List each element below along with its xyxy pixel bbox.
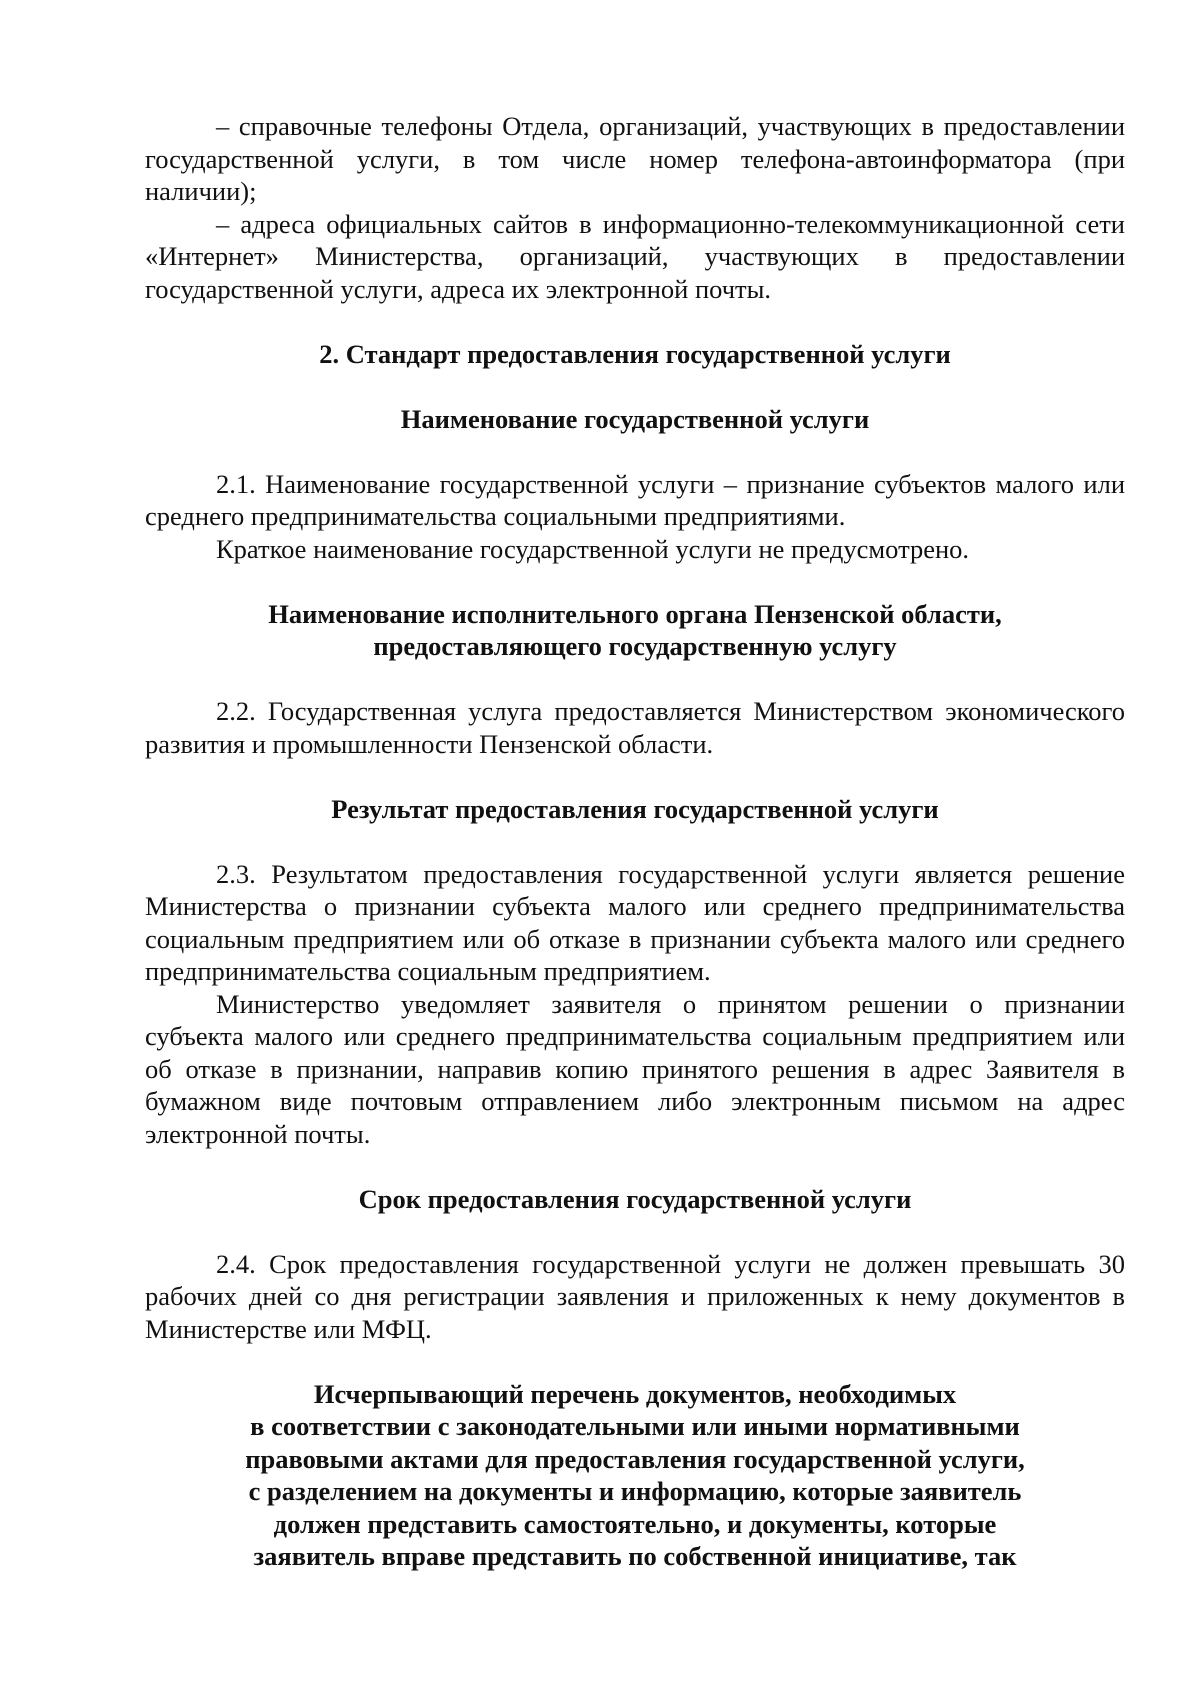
spacer [145, 435, 1125, 468]
spacer [145, 1345, 1125, 1378]
subheading-docs-line-3: правовыми актами для предоставления государственной услуги, [245, 1443, 1025, 1474]
spacer [145, 565, 1125, 598]
paragraph-2-2: 2.2. Государственная услуга предоставляется Министерством экономического развития и промышленности Пензенской области. [145, 696, 1125, 759]
subheading-service-name: Наименование государственной услуги [400, 403, 870, 434]
subheading-docs-line-2: в соответствии с законодательными или иными нормативными [250, 1411, 1020, 1441]
subheading-docs-line-1: Исчерпывающий перечень документов, необходимых [313, 1378, 957, 1409]
subheading-docs-line-4: с разделением на документы и информацию, которые заявитель [248, 1476, 1022, 1506]
subheading-docs-line-6: заявитель вправе представить по собственной инициативе, так [253, 1541, 1017, 1571]
paragraph-reference-phones: – справочные телефоны Отдела, организаций, участвующих в предоставлении государственной услуги, в том числе номер телефона-автоинформатора (при наличии); [145, 111, 1125, 206]
spacer [145, 825, 1125, 858]
subheading-docs-line-5: должен представить самостоятельно, и документы, которые [273, 1508, 997, 1539]
spacer [145, 760, 1125, 793]
spacer [145, 663, 1125, 696]
paragraph-notification: Министерство уведомляет заявителя о принятом решении о признании субъекта малого или среднего предпринимательства социальным предприятием или об отказе в признании, направив копию принятого решения в адрес Заявителя в бумажном виде почтовым отправлением либо электронным письмом на адрес электронной почты. [145, 988, 1125, 1149]
paragraph-short-name: Краткое наименование государственной услуги не предусмотрено. [216, 533, 970, 564]
spacer [145, 370, 1125, 403]
subheading-term: Срок предоставления государственной услуги [358, 1183, 912, 1214]
paragraph-2-3: 2.3. Результатом предоставления государственной услуги является решение Министерства о признании субъекта малого или среднего предпринимательства социальным предприятием или об отказе в признании субъекта малого или среднего предпринимательства социальным предприятием. [145, 858, 1125, 986]
paragraph-2-4: 2.4. Срок предоставления государственной услуги не должен превышать 30 рабочих дней со дня регистрации заявления и приложенных к нему документов в Министерстве или МФЦ. [145, 1248, 1125, 1344]
section-heading-standard: 2. Стандарт предоставления государственной услуги [319, 338, 951, 369]
spacer [145, 1150, 1125, 1183]
paragraph-2-1: 2.1. Наименование государственной услуги – признание субъектов малого или среднего предпринимательства социальными предприятиями. [145, 468, 1125, 531]
spacer [145, 305, 1125, 338]
subheading-result: Результат предоставления государственной услуги [331, 793, 939, 824]
paragraph-official-sites: – адреса официальных сайтов в информационно-телекоммуникационной сети «Интернет» Министерства, организаций, участвующих в предоставлении государственной услуги, адреса их электронной почты. [145, 208, 1125, 304]
subheading-organ-line-2: предоставляющего государственную услугу [373, 631, 897, 661]
document-page [145, 110, 1125, 1573]
subheading-organ-line-1: Наименование исполнительного органа Пензенской области, [268, 598, 1002, 629]
spacer [145, 1215, 1125, 1248]
